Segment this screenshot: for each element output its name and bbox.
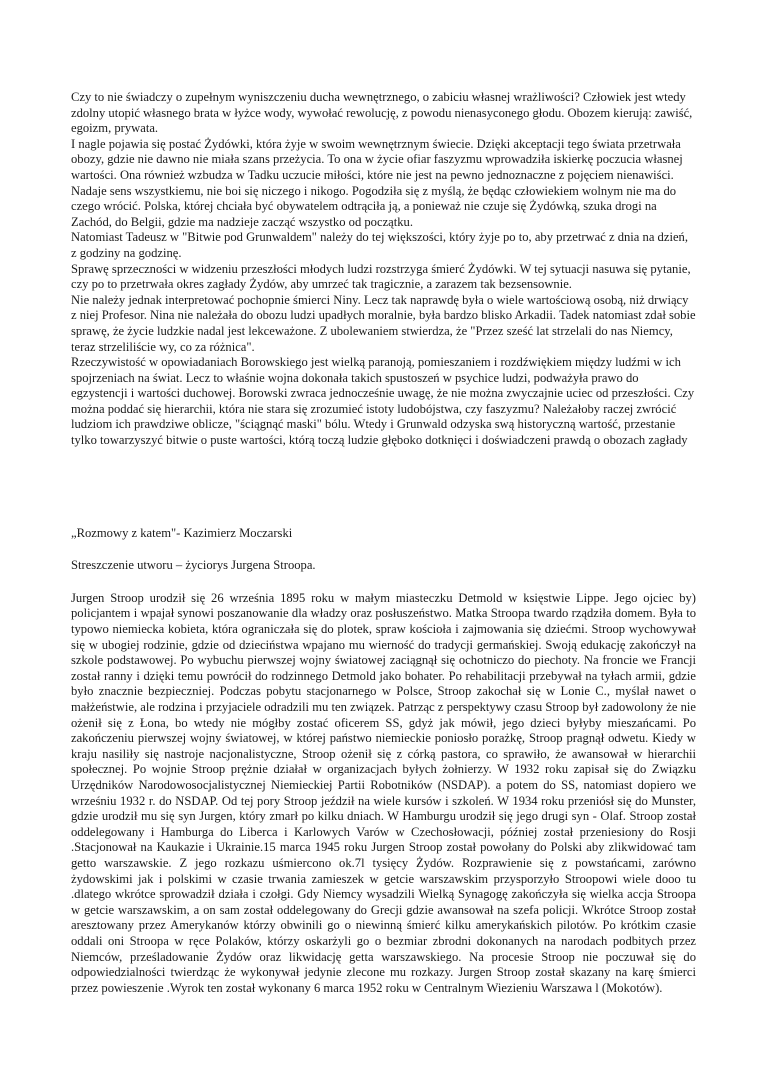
paragraph-2: I nagle pojawia się postać Żydówki, która żyje w swoim wewnętrznym świecie. Dzięki akceptacji tego świata przetrwała obozy, gdzie nie dawno nie miała szans przeżycia. To ona w życie ofiar faszyzmu wprowadziła iskierkę poczucia własnej wartości. Ona również wzbudza w Tadku uczucie miłości, które nie jest na pewno jednoznaczne z pojęciem nienawiści. Nadaje sens wszystkiemu, nie boi się niczego i nikogo. Pogodziła się z myślą, że będąc człowiekiem wolnym nie ma do czego wrócić. Polska, której chciała być obywatelem odtrąciła ją, a ponieważ nie czuje się Żydówką, szuka drogi na Zachód, do Belgii, gdzie ma nadzieje zacząć wszystko od początku. <box>71 136 683 229</box>
paragraph-4: Sprawę sprzeczności w widzeniu przeszłości młodych ludzi rozstrzyga śmierć Żydówki. W tej sytuacji nasuwa się pytanie, czy po to przetrwała okres zagłady Żydów, aby umrzeć tak tragicznie, a zarazem tak bezsensownie. <box>71 261 691 292</box>
title-spacer <box>71 541 696 558</box>
stroop-biography-paragraph: Jurgen Stroop urodził się 26 września 1895 roku w małym miasteczku Detmold w księstwie Lippe. Jego ojciec by) policjantem i wpajał synowi poszanowanie dla władzy oraz posłuszeństwo. Matka Stroopa twardo rządziła domem. Była to typowo niemiecka kobieta, która ograniczała się do plotek, spraw kościoła i zajmowania się dziećmi. Stroop wychowywał się w ubogiej rodzinie, gdzie od dzieciństwa wpajano mu wierność do tradycji germańskiej. Swoją edukację zakończył na szkole podstawowej. Po wybuchu pierwszej wojny światowej zaciągnął się ochotniczo do piechoty. Na froncie we Francji został ranny i dzięki temu powrócił do rodzinnego Detmold jako bohater. Po rehabilitacji przebywał na tyłach armii, gdzie było znacznie bezpieczniej. Podczas pobytu stacjonarnego w Polsce, Stroop zakochał się w Lonie C., myślał nawet o małżeństwie, ale rodzina i przyjaciele odradzili mu ten związek. Patrząc z perspektywy czasu Stroop był zadowolony że nie ożenił się z Łona, bo wtedy nie mógłby zostać oficerem SS, gdyż jak mówił, jego dzieci byłyby mieszańcami. Po zakończeniu pierwszej wojny światowej, w której państwo niemieckie poniosło porażkę, Stroop pragnął odwetu. Kiedy w kraju nasiliły się nastroje nacjonalistyczne, Stroop ożenił się z córką pastora, co sprawiło, że awansował w hierarchii społecznej. Po wojnie Stroop prężnie działał w organizacjach byłych żołnierzy. W 1932 roku zapisał się do Związku Urzędników Narodowosocjalistycznej Niemieckiej Partii Robotników (NSDAP). a potem do SS, natomiast dopiero we wrześniu 1932 r. do NSDAP. Od tej pory Stroop jeździł na wiele kursów i szkoleń. W 1934 roku przeniósł się do Munster, gdzie urodził mu się syn Jurgen, który zmarł po kilku dniach. W Hamburgu urodził się jego drugi syn - Olaf. Stroop został oddelegowany i Hamburga do Liberca i Karlowych Varów w Czechosłowacji, później został przeniesiony do Rosji .Stacjonował na Kaukazie i Ukrainie.15 marca 1945 roku Jurgen Stroop został powołany do Polski aby zlikwidować tam getto warszawskie. Z jego rozkazu uśmiercono ok.7l tysięcy Żydów. Rozprawienie się z powstańcami, zarówno żydowskimi jak i polskimi w czasie trwania zamieszek w getcie warszawskim przysporzyło Stroopowi wiele dooo tu .dlatego wkrótce sprowadził działa i czołgi. Gdy Niemcy wysadzili Wielką Synagogę zakończyła się wielka accja Stroopa w getcie warszawskim, a on sam został oddelegowany do Grecji gdzie awansował na szefa policji. Wkrótce Stroop został aresztowany przez Amerykanów którzy obwinili go o niewinną śmierć kilku amerykańskich pilotów. Po krótkim czasie oddali oni Stroopa w ręce Polaków, którzy oskarżyli go o bezmiar zbrodni dokonanych na narodach podbitych przez Niemców, prześladowanie Żydów oraz likwidację getta warszawskiego. Na procesie Stroop nie poczuwał się do odpowiedzialności twierdząc że wykonywał jedynie zlecone mu rozkazy. Jurgen Stroop został skazany na karę śmierci przez powieszenie .Wyrok ten został wykonany 6 marca 1952 roku w Centralnym Wiezieniu Warszawa l (Mokotów). <box>71 590 696 995</box>
paragraph-5: Nie należy jednak interpretować pochopnie śmierci Niny. Lecz tak naprawdę była o wiele wartościową osobą, niż drwiący z niej Profesor. Nina nie należała do obozu ludzi upadłych moralnie, była bardzo blisko Arkadii. Tadek natomiast zdał sobie sprawę, że życie ludzkie nadal jest lekceważone. Z ubolewaniem stwierdza, że "Przez sześć lat strzelali do nas Niemcy, teraz strzeliliście wy, co za różnica". <box>71 292 696 354</box>
subtitle-spacer <box>71 574 696 591</box>
paragraph-3: Natomiast Tadeusz w "Bitwie pod Grunwaldem" należy do tej większości, który żyje po to, aby przetrwać z dnia na dzień, z godziny na godzinę. <box>71 230 688 260</box>
paragraph-1: Czy to nie świadczy o zupełnym wyniszczeniu ducha wewnętrznego, o zabiciu własnej wrażliwości? Człowiek jest wtedy zdolny utopić własnego brata w łyżce wody, wywołać rewolucję, z powodu nienasyconego głodu. Obozem kierują: zawiść, egoizm, prywata. <box>71 90 693 136</box>
document-page <box>71 90 696 996</box>
section-spacer <box>71 449 696 526</box>
paragraph-6: Rzeczywistość w opowiadaniach Borowskiego jest wielką paranoją, pomieszaniem i rozdźwiękiem między ludźmi w ich spojrzeniach na świat. Lecz to właśnie wojna dokonała takich spustoszeń w psychice ludzi, podważyła prawo do egzystencji i wartości duchowej. Borowski zwraca jednocześnie uwagę, że nie można zwyczajnie uciec od przeszłości. Czy można poddać się hierarchii, która nie stara się zrozumieć istoty ludobójstwa, czy faszyzmu? Należałoby raczej zwrócić ludziom ich prawdziwe oblicze, "ściągnąć maski" bólu. Wtedy i Grunwald odzyska swą historyczną wartość, przestanie tylko towarzyszyć bitwie o puste wartości, którą toczą ludzie głęboko dotknięci i doświadczeni prawdą o obozach zagłady <box>71 355 695 448</box>
section-subtitle: Streszczenie utworu – życiorys Jurgena Stroopa. <box>71 558 316 573</box>
section-title: „Rozmowy z katem"- Kazimierz Moczarski <box>71 525 293 540</box>
